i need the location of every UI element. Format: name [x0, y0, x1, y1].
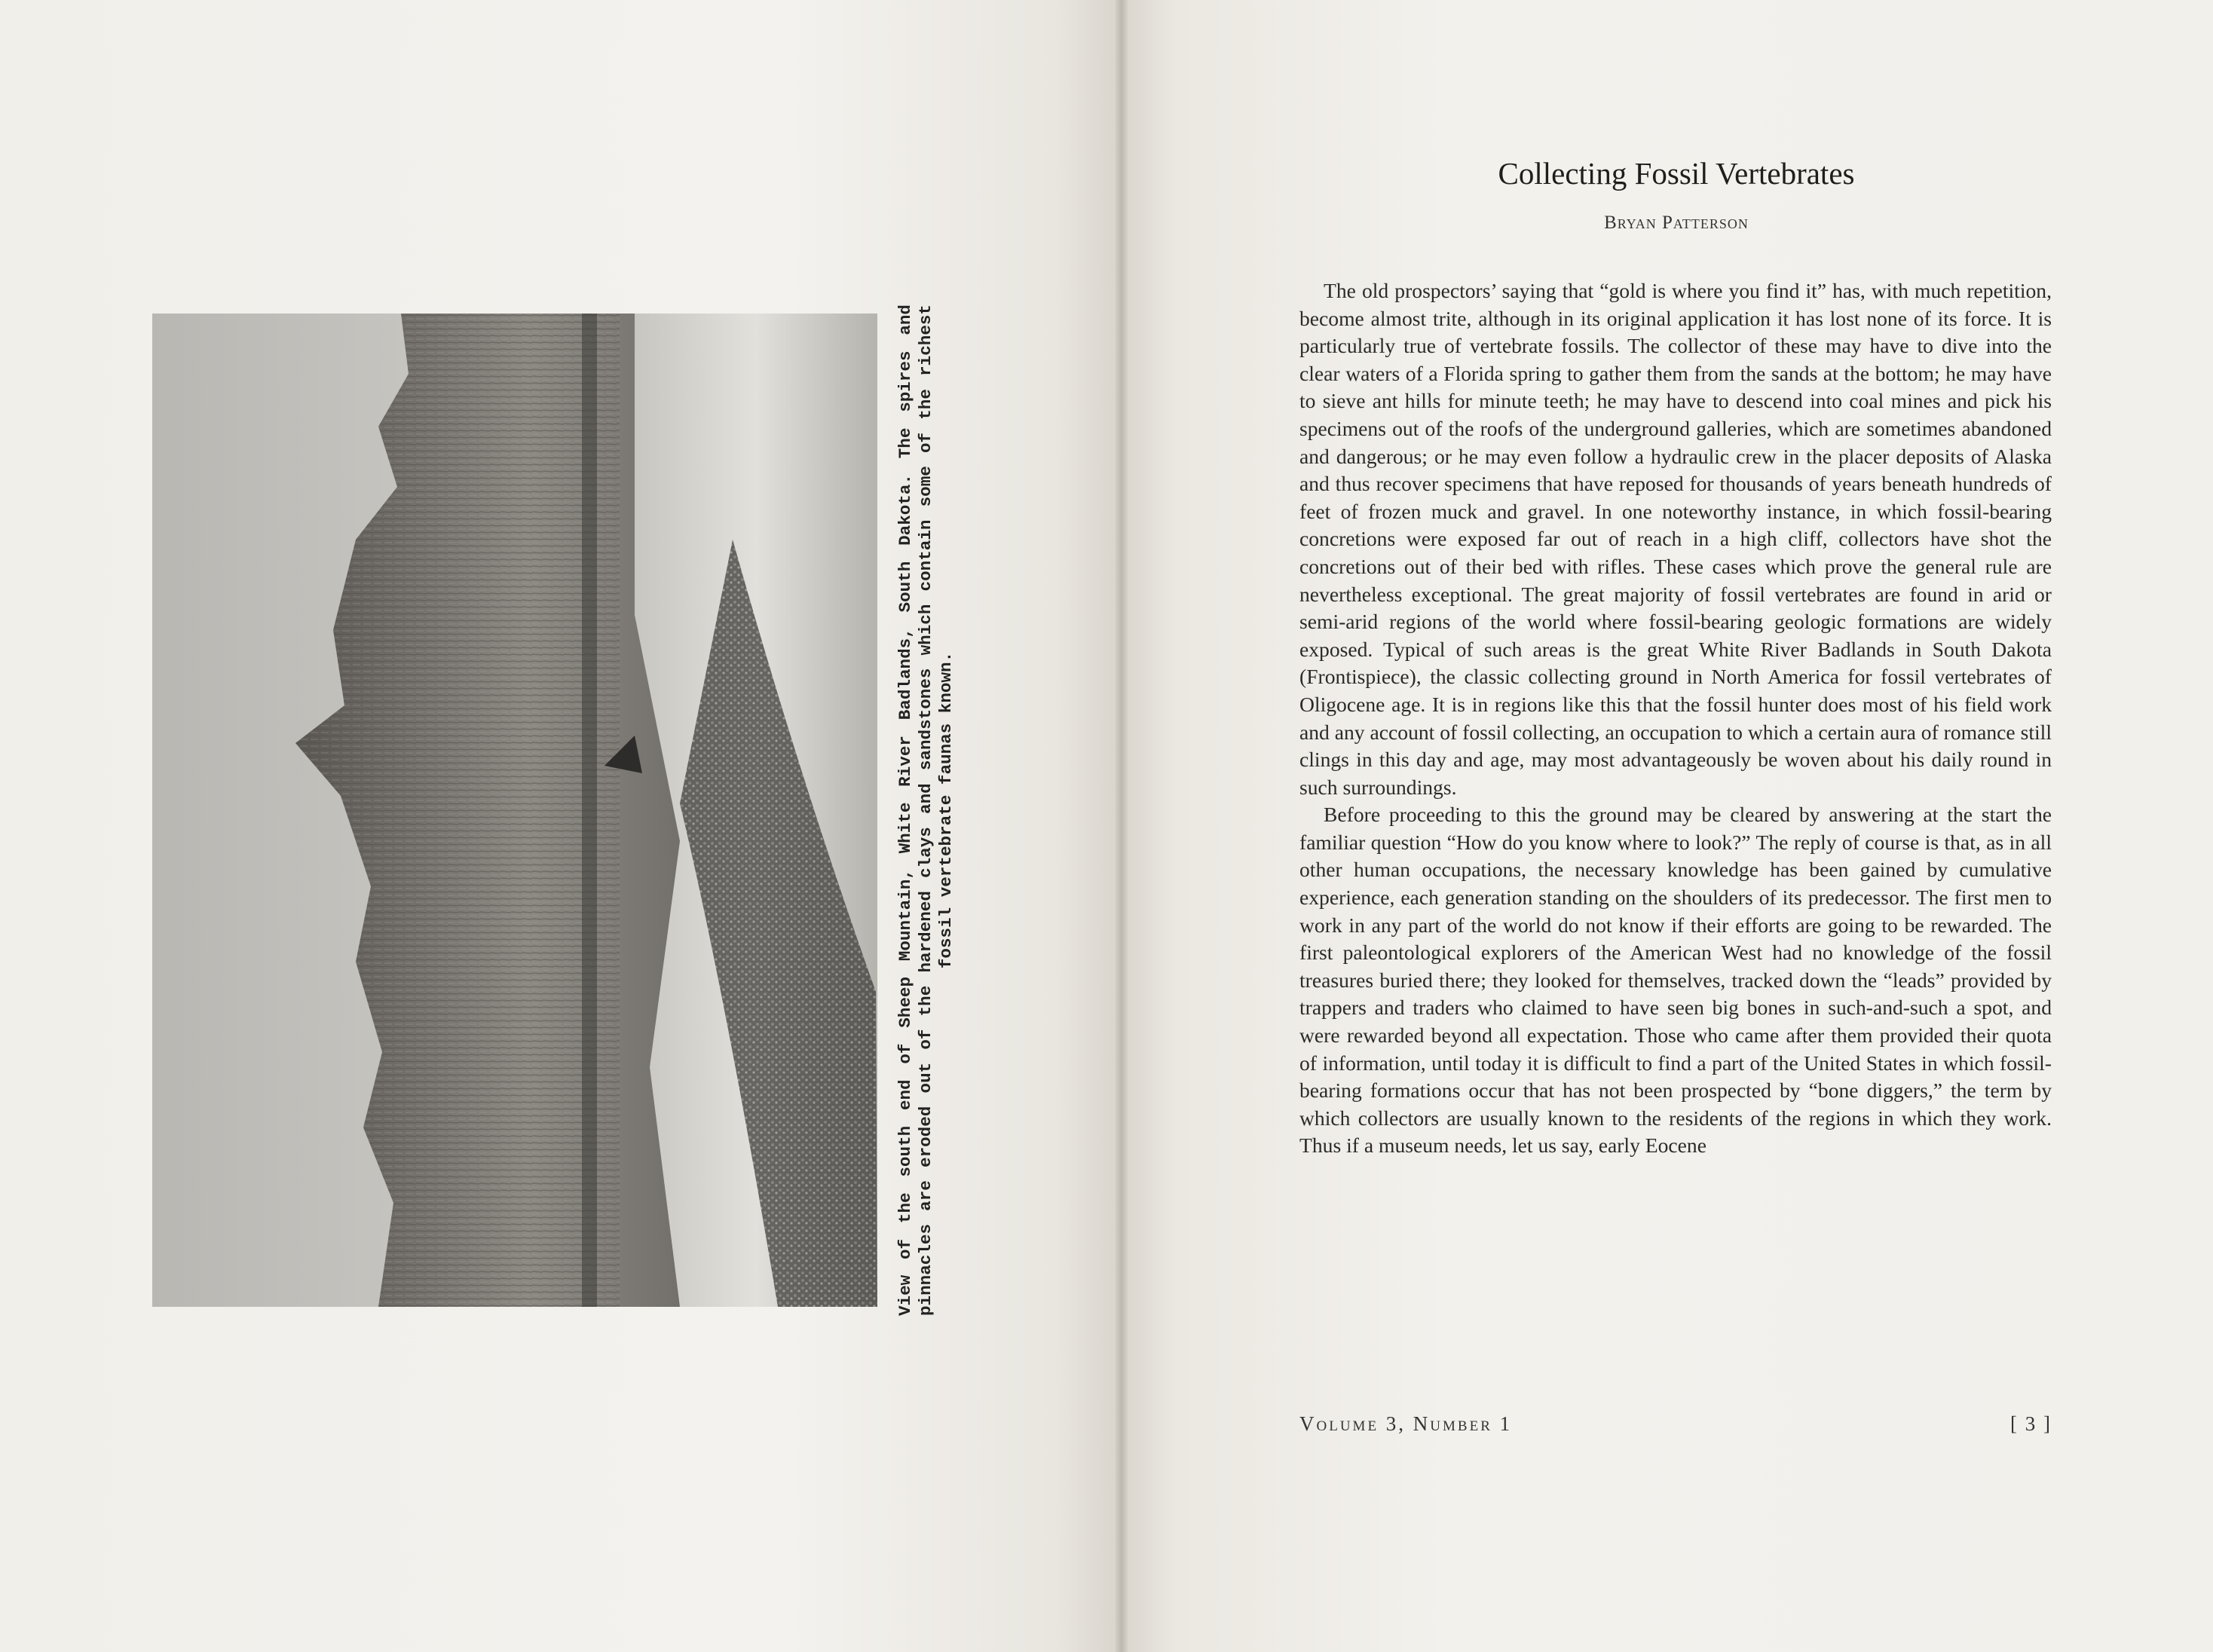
footer-volume: Volume 3, Number 1: [1299, 1412, 1513, 1435]
body-paragraph: Before proceeding to this the ground may be cleared by answering at the start the familiar question “How do you know where to look?” The reply of course is that, as in all other human occupations, the necessary knowledge has been gained by cumulative experience, each generation standing on the shoulders of its predecessor. The first men to work in any part of the world do not know if their efforts are going to be rewarded. The first paleontological explorers of the American West had no knowledge of the fossil treasures buried there; they looked for themselves, tracked down the “leads” provided by trappers and traders who claimed to have seen big bones in such-and-such a spot, and were rewarded beyond all expectation. Those who came after them provided their quota of information, until today it is difficult to find a part of the United States in which fossil-bearing formations occur that has not been prospected by “bone diggers,” the term by which collectors are usually known to the residents of the regions in which they work. Thus if a museum needs, let us say, early Eocene: [1299, 803, 2052, 1158]
article-author: Bryan Patterson: [1604, 213, 1749, 233]
badlands-photograph: [152, 314, 877, 1307]
body-paragraph: The old prospectors’ saying that “gold is where you find it” has, with much repetition, become almost trite, although in its original application it has lost none of its force. It is particularly true of vertebrate fossils. The collector of these may have to dive into the clear waters of a Florida spring to gather them from the sands at the bottom; he may have to sieve ant hills for minute teeth; he may have to descend into coal mines and pick his specimens out of the roofs of the underground galleries, which are sometimes abandoned and dangerous; or he may even follow a hydraulic crew in the placer deposits of Alaska and thus recover specimens that have reposed for thousands of years beneath hundreds of feet of frozen muck and gravel. In one noteworthy instance, in which fossil-bearing concretions were exposed far out of reach in a high cliff, collectors have shot the concretions out of their bed with rifles. These cases which prove the general rule are nevertheless exceptional. The great majority of fossil vertebrates are found in arid or semi-arid regions of the world where fossil-bearing geologic formations are widely exposed. Typical of such areas is the great White River Badlands in South Dakota (Frontispiece), the classic collecting ground in North America for fossil vertebrates of Oligocene age. It is in regions like this that the fossil hunter does most of his field work and any account of fossil collecting, an occupation to which a certain aura of romance still clings in this day and age, may most advantageously be woven about his daily round in such surroundings.: [1299, 279, 2052, 799]
article-title: Collecting Fossil Vertebrates: [1498, 156, 1855, 191]
photo-caption-container: [895, 304, 957, 1316]
article-body: [1299, 277, 2052, 1160]
photo-caption: View of the south end of Sheep Mountain, White River Badlands, South Dakota. The spires and pinnacles are eroded out of the hardened clays and sandstones which contain some of the richest fossil vertebrate faunas known.: [895, 304, 956, 1316]
page-number: [ 3 ]: [2010, 1412, 2052, 1435]
book-gutter: [1116, 0, 1128, 1652]
